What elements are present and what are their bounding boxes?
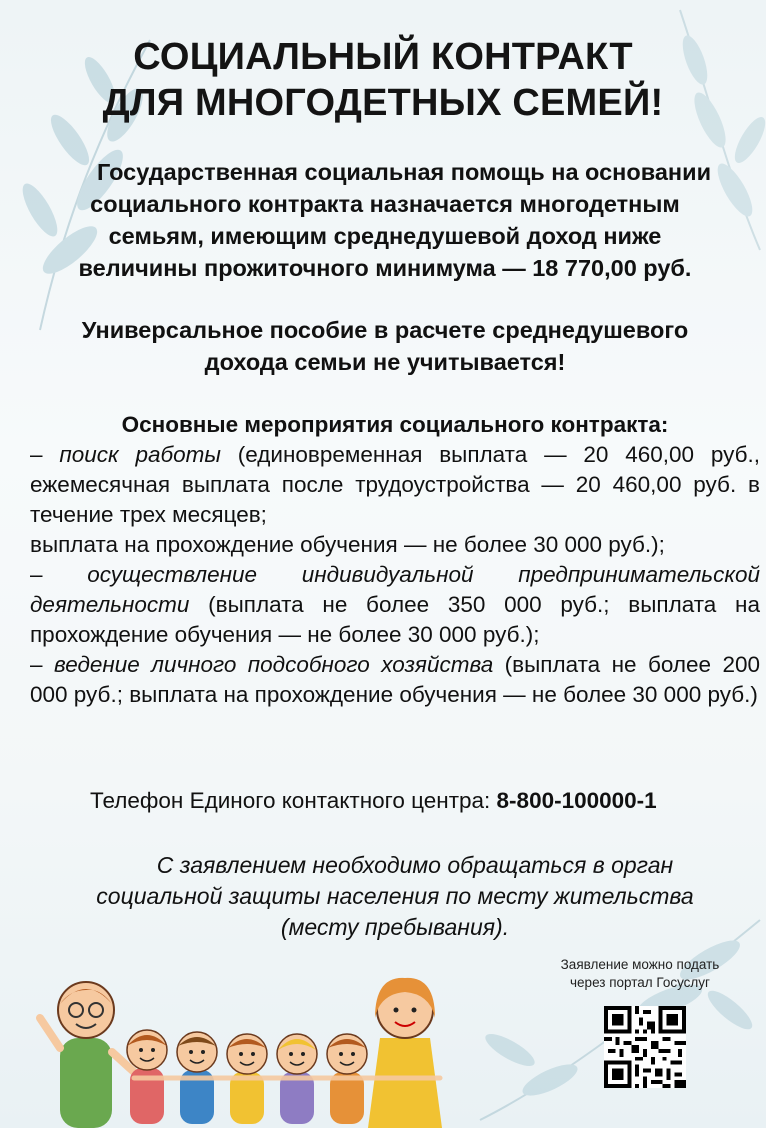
- page-title: [0, 34, 766, 126]
- measure-job-name: поиск работы: [59, 442, 221, 467]
- father-figure: [40, 982, 134, 1128]
- universal-benefit-note: [30, 314, 740, 378]
- measure-farm-name: ведение личного подсобного хозяйства: [53, 652, 494, 677]
- phone-number: 8-800-100000-1: [496, 788, 657, 813]
- measure-job-text: (единовременная выплата — 20 460,00 руб., ежемесячная выплата после трудоустройства — 20 460,00 руб. в течение трех месяцев;: [30, 442, 761, 527]
- contact-phone: [90, 786, 760, 816]
- intro-line-3: семьям, имеющим среднедушевой доход ниже: [108, 223, 662, 249]
- measure-farm: – ведение личного подсобного хозяйства (выплата не более 200 000 руб.; выплата на прохождение обучения — не более 30 000 руб.): [30, 652, 761, 707]
- measure-training: выплата на прохождение обучения — не более 30 000 руб.);: [30, 532, 665, 557]
- universal-line-2: дохода семьи не учитывается!: [204, 349, 566, 375]
- measure-business: – осуществление индивидуальной предпринимательской деятельности (выплата не более 350 000 руб.; выплата на прохождение обучения — не более 30 000 руб.);: [30, 562, 760, 647]
- intro-line-1: Государственная социальная помощь на основании: [96, 159, 712, 185]
- apply-line-2: социальной защиты населения по месту жительства: [96, 883, 694, 909]
- family-illustration: [30, 968, 470, 1128]
- universal-line-1: Универсальное пособие в расчете среднедушевого: [81, 317, 689, 343]
- application-instructions: [30, 850, 760, 943]
- measure-farm-text: (выплата не более 200 000 руб.; выплата на прохождение обучения — не более 30 000 руб.): [30, 652, 761, 707]
- gosuslugi-note: [520, 956, 760, 992]
- title-line-2: ДЛЯ МНОГОДЕТНЫХ СЕМЕЙ!: [102, 82, 664, 124]
- qr-code-icon[interactable]: [604, 1006, 686, 1088]
- intro-line-4: величины прожиточного минимума — 18 770,00 руб.: [78, 255, 692, 281]
- measure-business-text: (выплата не более 350 000 руб.; выплата на прохождение обучения — не более 30 000 руб.);: [30, 592, 760, 647]
- intro-line-2: социального контракта назначается многодетным: [90, 191, 680, 217]
- portal-line-2: через портал Госуслуг: [570, 975, 710, 990]
- apply-line-3: (месту пребывания).: [280, 914, 510, 940]
- title-line-1: СОЦИАЛЬНЫЙ КОНТРАКТ: [133, 36, 633, 78]
- measure-job-search: – поиск работы (единовременная выплата — 20 460,00 руб., ежемесячная выплата после трудоустройства — 20 460,00 руб. в течение трех месяцев;: [30, 442, 761, 527]
- measures-list: [30, 440, 760, 710]
- mother-figure: [368, 978, 442, 1128]
- intro-paragraph: [30, 156, 740, 284]
- apply-line-1: С заявлением необходимо обращаться в орган: [156, 852, 674, 878]
- measure-business-name: осуществление индивидуальной предпринимательской деятельности: [30, 562, 760, 617]
- portal-line-1: Заявление можно подать: [560, 957, 720, 972]
- measures-heading: Основные мероприятия социального контракта:: [121, 412, 669, 437]
- phone-label: Телефон Единого контактного центра:: [90, 788, 497, 813]
